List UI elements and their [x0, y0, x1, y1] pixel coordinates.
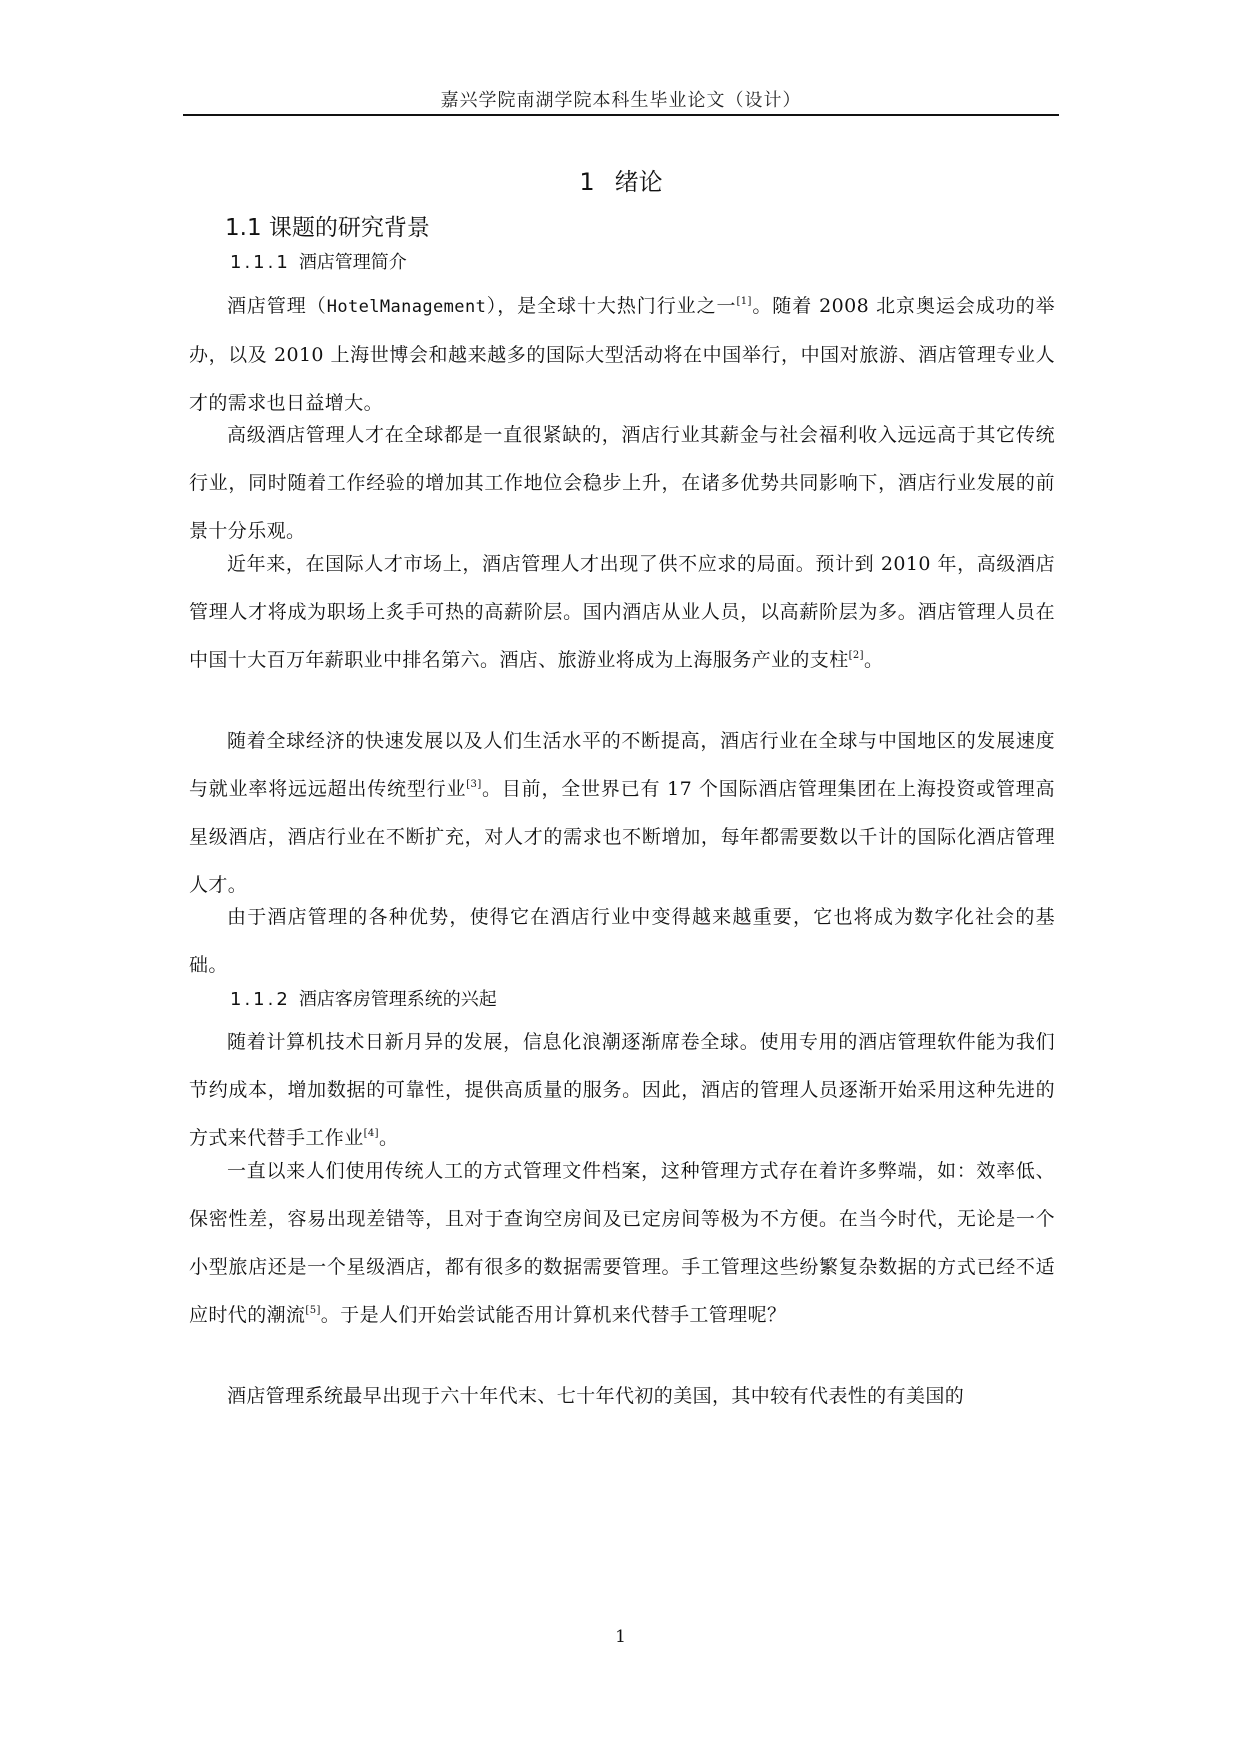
paragraph-8: 酒店管理系统最早出现于六十年代末、七十年代初的美国，其中较有代表性的有美国的 [227, 1385, 965, 1407]
subsection-heading-1-1-2 [230, 985, 497, 1011]
paragraph-4 [189, 717, 1055, 909]
paragraph-1 [189, 282, 1055, 427]
paragraph-text: 随着全球经济的快速发展以及人们生活水平的不断提高，酒店行业在全球与中国地区的发展速度与就业率将远远超出传统型行业 [189, 730, 1055, 800]
subsection-number: 1.1.1 [230, 252, 291, 273]
subsection-number: 1.1.2 [230, 989, 291, 1010]
header-rule [183, 114, 1059, 116]
subsection-title-text: 酒店管理简介 [298, 252, 407, 273]
section-number: 1.1 [225, 215, 262, 241]
paragraph-2: 高级酒店管理人才在全球都是一直很紧缺的，酒店行业其薪金与社会福利收入远远高于其它传统行业，同时随着工作经验的增加其工作地位会稳步上升，在诸多优势共同影响下，酒店行业发展的前景十分乐观。 [189, 424, 1055, 542]
subsection-title-text: 酒店客房管理系统的兴起 [298, 989, 497, 1010]
chapter-title [183, 162, 1059, 197]
paragraph-text: 酒店管理（ [227, 295, 327, 317]
running-header: 嘉兴学院南湖学院本科生毕业论文（设计） [440, 90, 802, 111]
subsection-heading-1-1-1 [230, 248, 407, 274]
citation-ref-5: [5] [305, 1305, 321, 1316]
citation-ref-2: [2] [848, 650, 864, 661]
paragraph-text: ），是全球十大热门行业之一 [486, 295, 737, 317]
chapter-title-text: 绪论 [614, 168, 663, 196]
paragraph-6 [189, 1018, 1055, 1162]
paragraph-3 [189, 540, 1055, 684]
paragraph-text: 。于是人们开始尝试能否用计算机来代替手工管理呢？ [320, 1304, 787, 1326]
section-title-text: 课题的研究背景 [268, 215, 430, 241]
section-heading [225, 209, 430, 242]
paragraph-text: 。 [378, 1127, 399, 1149]
inline-code-term: HotelManagement [326, 297, 487, 317]
paragraph-7 [189, 1147, 1055, 1339]
paragraph-text: 。随着 2008 北京奥运会成功的举办，以及 2010 上海世博会和越来越多的国际大型活动将在中国举行，中国对旅游、酒店管理专业人才的需求也日益增大。 [189, 295, 1055, 414]
page-number: 1 [615, 1627, 626, 1647]
paragraph-text: 随着计算机技术日新月异的发展，信息化浪潮逐渐席卷全球。使用专用的酒店管理软件能为我们节约成本，增加数据的可靠性，提供高质量的服务。因此，酒店的管理人员逐渐开始采用这种先进的方式来代替手工作业 [189, 1031, 1055, 1149]
chapter-number: 1 [579, 168, 595, 196]
citation-ref-1: [1] [736, 296, 752, 307]
citation-ref-3: [3] [466, 779, 482, 790]
paragraph-text: 。目前，全世界已有 17 个国际酒店管理集团在上海投资或管理高星级酒店，酒店行业在不断扩充，对人才的需求也不断增加，每年都需要数以千计的国际化酒店管理人才。 [189, 778, 1055, 896]
paragraph-text: 。 [863, 649, 884, 671]
paragraph-5: 由于酒店管理的各种优势，使得它在酒店行业中变得越来越重要，它也将成为数字化社会的基础。 [189, 906, 1055, 976]
paragraph-text: 一直以来人们使用传统人工的方式管理文件档案，这种管理方式存在着许多弊端，如：效率低、保密性差，容易出现差错等，且对于查询空房间及已定房间等极为不方便。在当今时代，无论是一个小型旅店还是一个星级酒店，都有很多的数据需要管理。手工管理这些纷繁复杂数据的方式已经不适应时代的潮流 [189, 1160, 1055, 1326]
paragraph-text: 近年来，在国际人才市场上，酒店管理人才出现了供不应求的局面。预计到 2010 年，高级酒店管理人才将成为职场上炙手可热的高薪阶层。国内酒店从业人员，以高薪阶层为多。酒店管理人员在中国十大百万年薪职业中排名第六。酒店、旅游业将成为上海服务产业的支柱 [189, 553, 1055, 671]
citation-ref-4: [4] [363, 1128, 379, 1139]
